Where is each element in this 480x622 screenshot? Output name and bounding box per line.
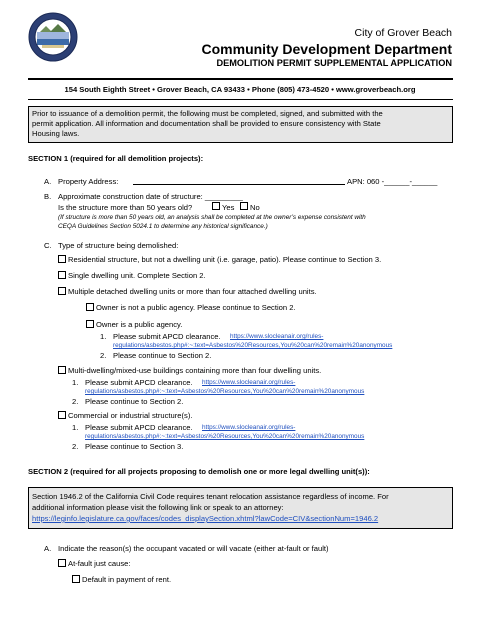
- contact-address-line: 154 South Eighth Street • Grover Beach, CA 93433 • Phone (805) 473-4520 • www.groverbeach.org: [64, 85, 416, 94]
- mixed-step-1-number: 1.: [72, 378, 79, 387]
- structure-type-label: Type of structure being demolished:: [58, 241, 179, 250]
- yes-label: Yes: [222, 203, 235, 212]
- civil-code-line-1: Section 1946.2 of the California Civil Code requires tenant relocation assistance regardless of income. For: [32, 492, 389, 501]
- apcd-link-commercial-2[interactable]: regulations/asbestos.php#:~:text=Asbestos%20Resources,You%20can%20remain%20anonymous: [85, 433, 365, 440]
- mixed-step-1-text: Please submit APCD clearance.: [85, 378, 193, 387]
- owner-not-public-checkbox[interactable]: [86, 303, 94, 311]
- multiple-detached-label: Multiple detached dwelling units or more than four attached dwelling units.: [68, 287, 317, 296]
- apcd-link-public-2[interactable]: regulations/asbestos.php#:~:text=Asbestos%20Resources,You%20can%20remain%20anonymous: [113, 342, 393, 349]
- apcd-link-public-1[interactable]: https://www.slocleanair.org/rules-: [230, 333, 324, 340]
- apcd-link-mixed-2[interactable]: regulations/asbestos.php#:~:text=Asbestos%20Resources,You%20can%20remain%20anonymous: [85, 388, 365, 395]
- at-fault-label: At-fault just cause:: [68, 559, 131, 568]
- age-question: Is the structure more than 50 years old?: [58, 203, 193, 212]
- no-checkbox[interactable]: [240, 202, 248, 210]
- section-2-heading: SECTION 2 (required for all projects proposing to demolish one or more legal dwelling unit(s)):: [28, 467, 370, 476]
- yes-checkbox[interactable]: [212, 202, 220, 210]
- intro-line-1: Prior to issuance of a demolition permit, the following must be completed, signed, and submitted with the: [32, 109, 383, 118]
- mixed-step-2-text: Please continue to Section 2.: [85, 397, 184, 406]
- property-address-field[interactable]: [133, 184, 345, 185]
- form-title: DEMOLITION PERMIT SUPPLEMENTAL APPLICATION: [216, 58, 452, 68]
- mixed-use-checkbox[interactable]: [58, 366, 66, 374]
- single-dwelling-label: Single dwelling unit. Complete Section 2.: [68, 271, 206, 280]
- construction-date-field[interactable]: Approximate construction date of structure: _________: [58, 192, 243, 201]
- mixed-use-label: Multi-dwelling/mixed-use buildings containing more than four dwelling units.: [68, 366, 322, 375]
- commercial-step-1-number: 1.: [72, 423, 79, 432]
- default-rent-label: Default in payment of rent.: [82, 575, 172, 584]
- single-dwelling-checkbox[interactable]: [58, 271, 66, 279]
- vacate-reason-label: Indicate the reason(s) the occupant vacated or will vacate (either at-fault or fault): [58, 544, 329, 553]
- mixed-step-2-number: 2.: [72, 397, 79, 406]
- intro-line-3: Housing laws.: [32, 129, 80, 138]
- city-name: City of Grover Beach: [354, 27, 452, 39]
- owner-not-public-label: Owner is not a public agency. Please continue to Section 2.: [96, 303, 296, 312]
- section-2-item-a-letter: A.: [44, 544, 52, 553]
- owner-public-label: Owner is a public agency.: [96, 320, 183, 329]
- commercial-step-2-number: 2.: [72, 442, 79, 451]
- default-rent-checkbox[interactable]: [72, 575, 80, 583]
- public-step-1-number: 1.: [100, 332, 107, 341]
- commercial-step-2-text: Please continue to Section 3.: [85, 442, 184, 451]
- public-step-1-text: Please submit APCD clearance.: [113, 332, 221, 341]
- intro-line-2: permit application. All information and documentation shall be provided to ensure consistency with State: [32, 119, 381, 128]
- property-address-label: Property Address:: [58, 177, 119, 186]
- historical-note-line-1: (If structure is more than 50 years old, an analysis shall be completed at the owner’s expense consistent with: [58, 214, 366, 221]
- header-divider-top: [28, 78, 453, 80]
- at-fault-checkbox[interactable]: [58, 559, 66, 567]
- commercial-checkbox[interactable]: [58, 411, 66, 419]
- apn-field[interactable]: APN: 060 -______-______: [347, 177, 438, 186]
- item-a-letter: A.: [44, 177, 52, 186]
- civil-code-line-2: additional information please visit the following link or speak to an attorney:: [32, 503, 284, 512]
- owner-public-checkbox[interactable]: [86, 320, 94, 328]
- department-title: Community Development Department: [201, 41, 452, 57]
- commercial-step-1-text: Please submit APCD clearance.: [85, 423, 193, 432]
- multiple-detached-checkbox[interactable]: [58, 287, 66, 295]
- city-seal-logo: [28, 12, 78, 62]
- civil-code-link[interactable]: https://leginfo.legislature.ca.gov/faces/codes_displaySection.xhtml?lawCode=CIV&sectionNum=1946.2: [32, 514, 379, 523]
- residential-structure-label: Residential structure, but not a dwelling unit (i.e. garage, patio). Please continue to Section 3.: [68, 255, 382, 264]
- residential-structure-checkbox[interactable]: [58, 255, 66, 263]
- commercial-label: Commercial or industrial structure(s).: [68, 411, 193, 420]
- item-c-letter: C.: [44, 241, 52, 250]
- public-step-2-number: 2.: [100, 351, 107, 360]
- apcd-link-commercial-1[interactable]: https://www.slocleanair.org/rules-: [202, 424, 296, 431]
- no-label: No: [250, 203, 260, 212]
- historical-note-line-2: CEQA Guidelines Section 5024.1 to determine any historical significance.): [58, 223, 268, 230]
- header-divider-bottom: [28, 99, 453, 100]
- apcd-link-mixed-1[interactable]: https://www.slocleanair.org/rules-: [202, 379, 296, 386]
- public-step-2-text: Please continue to Section 2.: [113, 351, 212, 360]
- section-1-heading: SECTION 1 (required for all demolition projects):: [28, 154, 204, 163]
- item-b-letter: B.: [44, 192, 52, 201]
